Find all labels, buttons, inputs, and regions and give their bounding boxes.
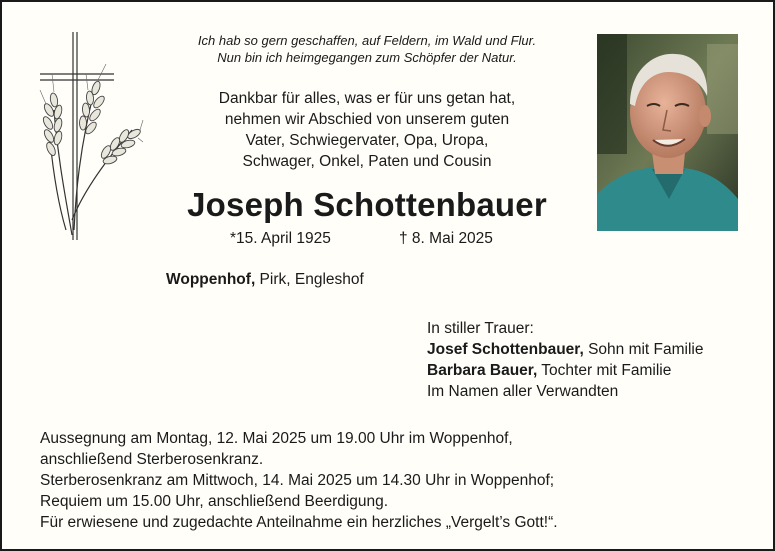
mourner-relation: Sohn mit Familie bbox=[583, 341, 704, 358]
mourner-name: Josef Schottenbauer, bbox=[427, 341, 584, 358]
info-line: Sterberosenkranz am Mittwoch, 14. Mai 2025 um 14.30 Uhr in Woppenhof; bbox=[40, 472, 555, 489]
mourners-block bbox=[427, 318, 704, 402]
mourner-line bbox=[427, 339, 704, 360]
poem-line: Ich hab so gern geschaffen, auf Feldern, im Wald und Flur. bbox=[197, 33, 537, 48]
mourner-relation: Tochter mit Familie bbox=[537, 362, 672, 379]
death-date: † 8. Mai 2025 bbox=[399, 230, 493, 247]
intro-text bbox=[152, 88, 582, 172]
poem bbox=[152, 32, 582, 66]
place-main: Woppenhof, bbox=[166, 271, 256, 288]
intro-line: nehmen wir Abschied von unserem guten bbox=[224, 111, 510, 128]
intro-line: Schwager, Onkel, Paten und Cousin bbox=[242, 153, 492, 170]
mourner-line bbox=[427, 360, 704, 381]
portrait-photo bbox=[597, 34, 738, 231]
deceased-name: Joseph Schottenbauer bbox=[187, 186, 547, 223]
place-rest: Pirk, Engleshof bbox=[255, 271, 364, 288]
info-line: Für erwiesene und zugedachte Anteilnahme ein herzliches „Vergelt’s Gott!“. bbox=[40, 514, 558, 531]
intro-line: Dankbar für alles, was er für uns getan hat, bbox=[218, 90, 516, 107]
birth-date: *15. April 1925 bbox=[230, 230, 331, 247]
places bbox=[166, 271, 364, 289]
mourners-closing: Im Namen aller Verwandten bbox=[427, 383, 619, 400]
intro-line: Vater, Schwiegervater, Opa, Uropa, bbox=[245, 132, 489, 149]
info-line: Requiem um 15.00 Uhr, anschließend Beerdigung. bbox=[40, 493, 389, 510]
service-info bbox=[40, 428, 558, 533]
poem-line: Nun bin ich heimgegangen zum Schöpfer der Natur. bbox=[217, 50, 517, 65]
portrait-illustration bbox=[597, 34, 738, 231]
mourners-heading: In stiller Trauer: bbox=[427, 320, 534, 337]
mourner-name: Barbara Bauer, bbox=[427, 362, 538, 379]
info-line: Aussegnung am Montag, 12. Mai 2025 um 19.00 Uhr im Woppenhof, bbox=[40, 430, 513, 447]
cross-with-wheat-icon bbox=[36, 30, 144, 246]
info-line: anschließend Sterberosenkranz. bbox=[40, 451, 264, 468]
